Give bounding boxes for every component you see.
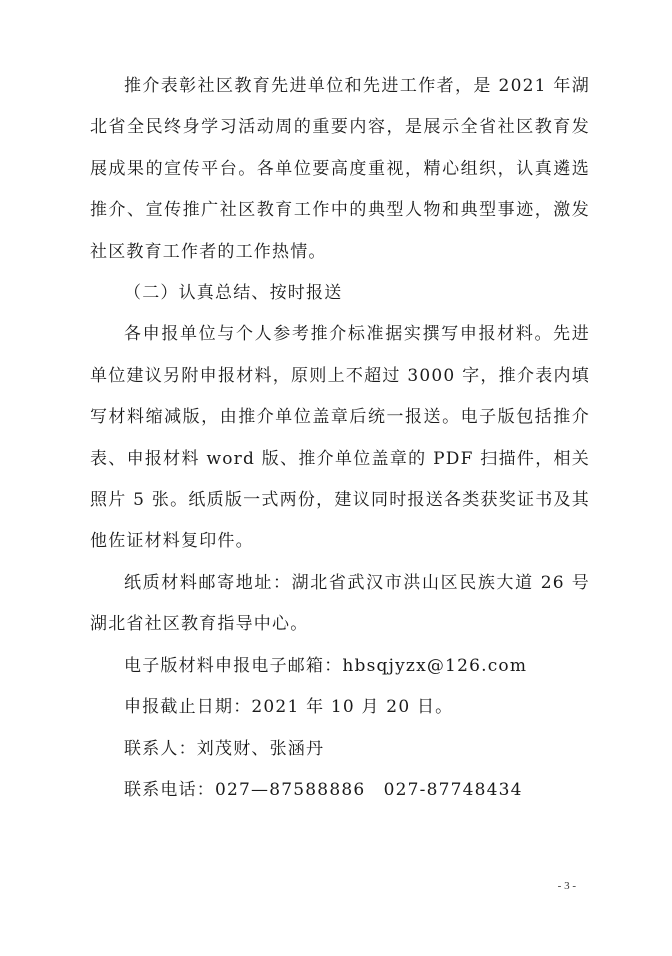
paragraph-submission-materials: 各申报单位与个人参考推介标准据实撰写申报材料。先进单位建议另附申报材料，原则上不超过 3000 字，推介表内填写材料缩减版，由推介单位盖章后统一报送。电子版包括推介表、申报材料 word 版、推介单位盖章的 PDF 扫描件，相关照片 5 张。纸质版一式两份，建议同时报送各类获奖证书及其他佐证材料复印件。	[90, 324, 590, 552]
paragraph-deadline: 申报截止日期：2021 年 10 月 20 日。	[124, 697, 454, 718]
page-number: - 3 -	[557, 880, 576, 892]
paragraph-phone: 联系电话：027—87588886 027-87748434	[124, 779, 523, 800]
body-text	[90, 66, 590, 811]
section-heading-summary-submission: （二）认真总结、按时报送	[124, 283, 343, 304]
paragraph-email: 电子版材料申报电子邮箱：hbsqjyzx@126.com	[124, 655, 528, 676]
paragraph-contacts: 联系人：刘茂财、张涵丹	[124, 738, 325, 759]
paragraph-recommendation-importance: 推介表彰社区教育先进单位和先进工作者，是 2021 年湖北省全民终身学习活动周的重要内容，是展示全省社区教育发展成果的宣传平台。各单位要高度重视，精心组织，认真遴选推介、宣传推广社区教育工作中的典型人物和典型事迹，激发社区教育工作者的工作热情。	[90, 76, 590, 262]
paragraph-mailing-address: 纸质材料邮寄地址：湖北省武汉市洪山区民族大道 26 号湖北省社区教育指导中心。	[90, 572, 590, 635]
